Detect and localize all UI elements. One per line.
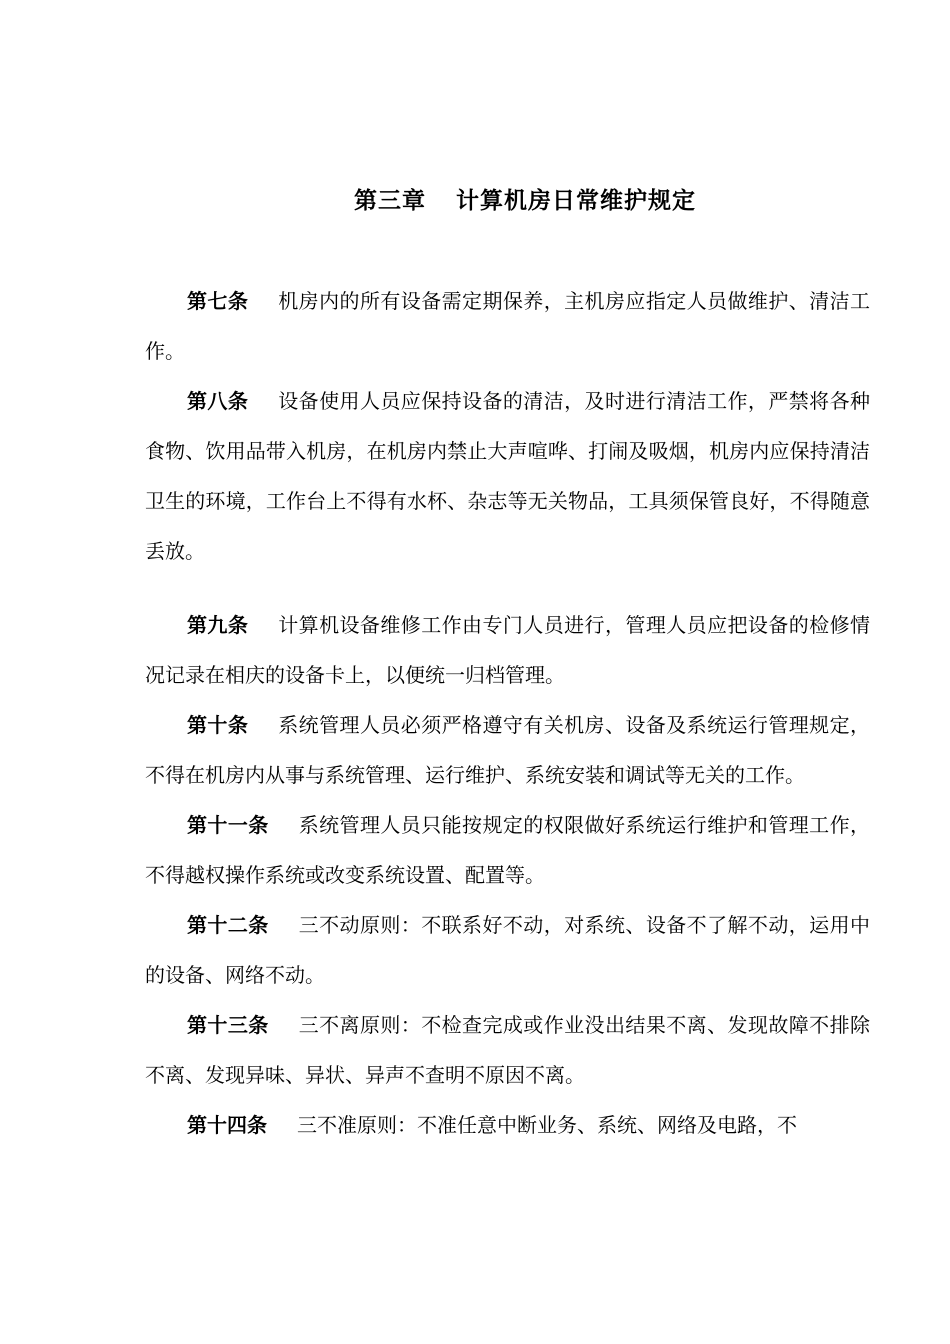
article-label: 第十二条 bbox=[187, 913, 269, 937]
chapter-heading: 计算机房日常维护规定 bbox=[456, 188, 696, 214]
article-label: 第十三条 bbox=[187, 1013, 269, 1037]
article-10 bbox=[145, 700, 870, 800]
article-text: 系统管理人员必须严格遵守有关机房、设备及系统运行管理规定，不得在机房内从事与系统管理、运行维护、系统安装和调试等无关的工作。 bbox=[145, 713, 871, 787]
article-text: 三不离原则：不检查完成或作业没出结果不离、发现故障不排除不离、发现异味、异状、异声不查明不原因不离。 bbox=[145, 1013, 871, 1087]
article-label: 第八条 bbox=[187, 389, 249, 413]
article-7 bbox=[145, 276, 870, 376]
article-label: 第七条 bbox=[187, 289, 249, 313]
article-text: 系统管理人员只能按规定的权限做好系统运行维护和管理工作，不得越权操作系统或改变系统设置、配置等。 bbox=[145, 813, 871, 887]
article-text: 三不准原则：不准任意中断业务、系统、网络及电路，不 bbox=[297, 1113, 797, 1137]
article-12 bbox=[145, 900, 870, 1000]
chapter-title bbox=[0, 184, 950, 218]
article-14 bbox=[145, 1100, 870, 1150]
article-label: 第九条 bbox=[187, 613, 249, 637]
article-11 bbox=[145, 800, 870, 900]
article-text: 计算机设备维修工作由专门人员进行，管理人员应把设备的检修情况记录在相庆的设备卡上，以便统一归档管理。 bbox=[145, 613, 871, 687]
article-text: 设备使用人员应保持设备的清洁，及时进行清洁工作，严禁将各种食物、饮用品带入机房，在机房内禁止大声喧哗、打闹及吸烟，机房内应保持清洁卫生的环境，工作台上不得有水杯、杂志等无关物品，工具须保管良好，不得随意丢放。 bbox=[145, 389, 871, 563]
chapter-number: 第三章 bbox=[354, 188, 426, 214]
article-13 bbox=[145, 1000, 870, 1100]
article-label: 第十条 bbox=[187, 713, 249, 737]
article-9 bbox=[145, 600, 870, 700]
article-label: 第十一条 bbox=[187, 813, 269, 837]
article-text: 三不动原则：不联系好不动，对系统、设备不了解不动，运用中的设备、网络不动。 bbox=[145, 913, 871, 987]
article-8 bbox=[145, 376, 870, 576]
article-label: 第十四条 bbox=[187, 1113, 267, 1137]
document-body bbox=[145, 276, 870, 1150]
article-text: 机房内的所有设备需定期保养，主机房应指定人员做维护、清洁工作。 bbox=[145, 289, 871, 363]
